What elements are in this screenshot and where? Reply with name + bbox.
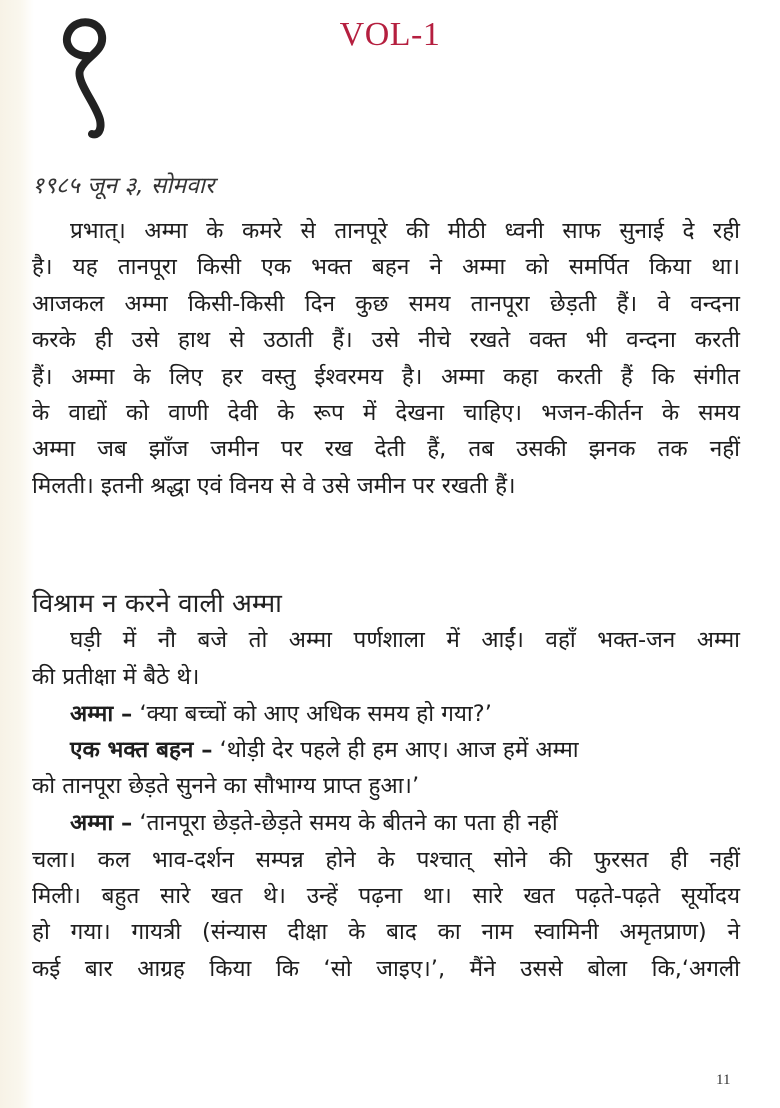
section-heading: विश्राम न करने वाली अम्मा (32, 589, 282, 619)
dialogue-text: ‘क्या बच्चों को आए अधिक समय हो गया?’ (139, 701, 492, 727)
paragraph-line: है। यह तानपूरा किसी एक भक्त बहन ने अम्मा को समर्पित किया था। (32, 254, 740, 280)
paragraph-line: की प्रतीक्षा में बैठे थे। (32, 664, 200, 690)
dialogue-line: हो गया। गायत्री (संन्यास दीक्षा के बाद का नाम स्वामिनी अमृतप्राण) ने (32, 919, 740, 945)
dialogue-line: को तानपूरा छेड़ते सुनने का सौभाग्य प्राप्त हुआ।’ (32, 773, 420, 799)
dialogue-line: कई बार आग्रह किया कि ‘सो जाइए।’, मैंने उससे बोला कि,‘अगली (32, 956, 740, 982)
dialogue-text: ‘थोड़ी देर पहले ही हम आए। आज हमें अम्मा (219, 737, 579, 763)
paragraph-line: के वाद्यों को वाणी देवी के रूप में देखना चाहिए। भजन-कीर्तन के समय (32, 400, 740, 426)
diary-date: १९८५ जून ३, सोमवार (32, 173, 215, 199)
paragraph-line: अम्मा जब झाँज जमीन पर रख देती हैं, तब उसकी झनक तक नहीं (32, 436, 740, 462)
dialogue-text: ‘तानपूरा छेड़ते-छेड़ते समय के बीतने का पता ही नहीं (139, 810, 558, 836)
speaker-name: अम्मा – (70, 701, 133, 727)
volume-label: VOL-1 (339, 16, 441, 53)
paragraph-line: आजकल अम्मा किसी-किसी दिन कुछ समय तानपूरा छेड़ती हैं। वे वन्दना (32, 291, 740, 317)
paragraph-line: घड़ी में नौ बजे तो अम्मा पर्णशाला में आईं। वहाँ भक्त-जन अम्मा (70, 627, 740, 653)
dialogue-line: मिली। बहुत सारे खत थे। उन्हें पढ़ना था। सारे खत पढ़ते-पढ़ते सूर्योदय (32, 883, 740, 909)
dialogue-line: चला। कल भाव-दर्शन सम्पन्न होने के पश्चात् सोने की फुरसत ही नहीं (32, 847, 740, 873)
speaker-name: एक भक्त बहन – (70, 737, 213, 763)
dialogue-line (70, 806, 740, 840)
paragraph-line: मिलती। इतनी श्रद्धा एवं विनय से वे उसे जमीन पर रखती हैं। (32, 473, 516, 499)
paragraph-line: प्रभात्। अम्मा के कमरे से तानपूरे की मीठी ध्वनी साफ सुनाई दे रही (70, 218, 740, 244)
chapter-number-glyph (48, 12, 128, 142)
dialogue-line (70, 697, 740, 731)
page-number: 11 (716, 1072, 731, 1088)
page-edge-shadow (0, 0, 34, 1108)
paragraph-line: करके ही उसे हाथ से उठाती हैं। उसे नीचे रखते वक्त भी वन्दना करती (32, 327, 740, 353)
speaker-name: अम्मा – (70, 810, 133, 836)
paragraph-line: हैं। अम्मा के लिए हर वस्तु ईश्वरमय है। अम्मा कहा करती हैं कि संगीत (32, 364, 740, 390)
dialogue-line (70, 733, 740, 767)
